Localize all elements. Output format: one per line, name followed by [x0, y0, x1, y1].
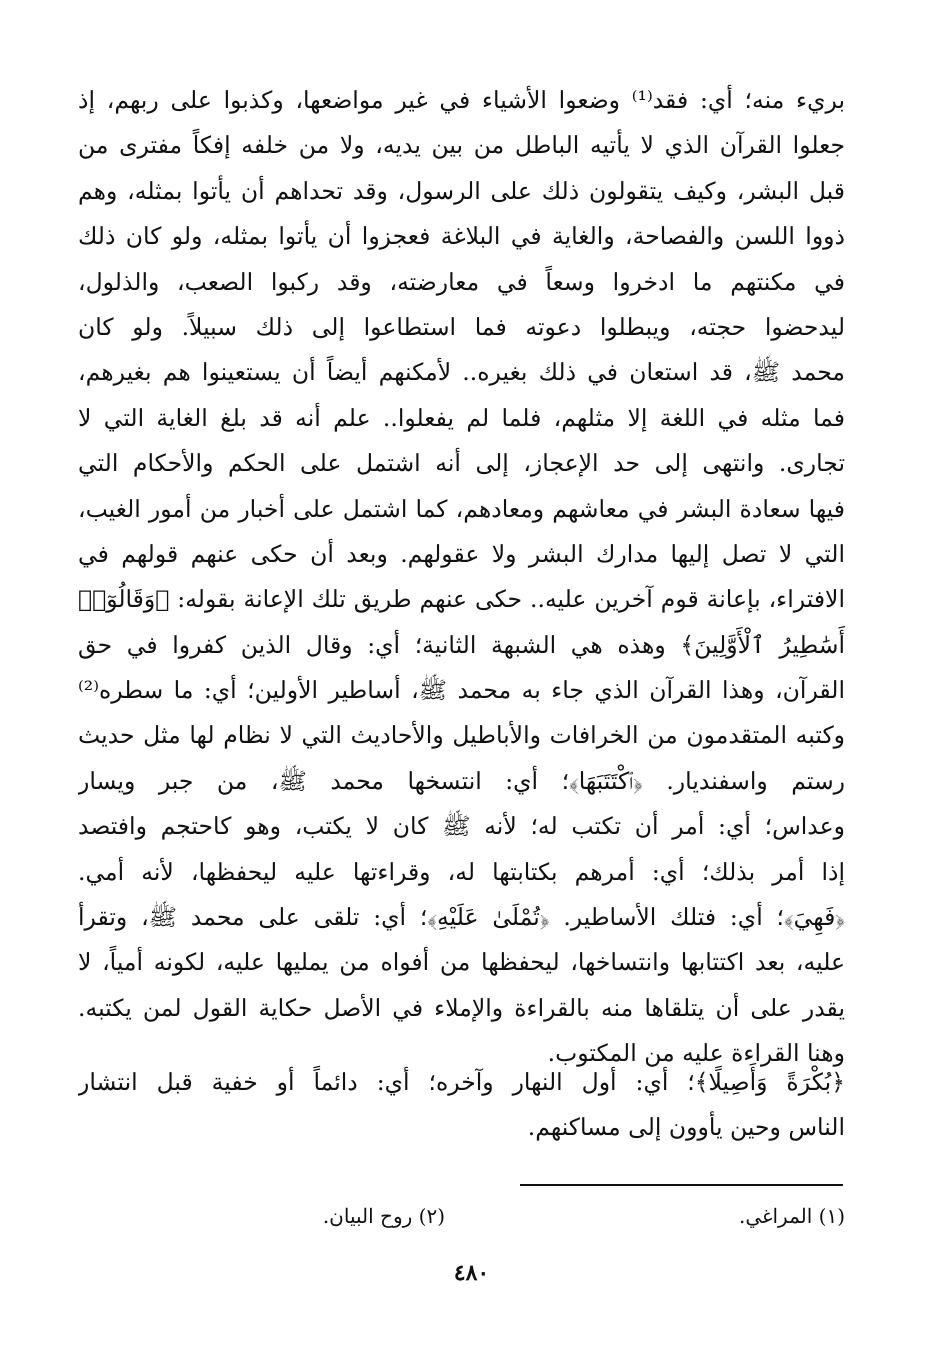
- footnotes: [78, 1198, 845, 1234]
- text-line: الافتراء، بإعانة قوم آخرين عليه.. حكى عنهم طريق تلك الإعانة بقوله: ﴿وَقَالُوٓا۟: [78, 585, 845, 614]
- text-line: جعلوا القرآن الذي لا يأتيه الباطل من بين يديه، ولا من خلفه إفكاً مفترى من: [78, 131, 845, 160]
- text-line: قبل البشر، وكيف يتقولون ذلك على الرسول، وقد تحداهم أن يأتوا بمثله، وهم: [78, 176, 845, 205]
- text-line: ﴿فَهِيَ﴾؛ أي: فتلك الأساطير. ﴿تُمْلَىٰ عَلَيْهِ﴾؛ أي: تلقى على محمد ﷺ، وتقرأ: [78, 903, 845, 932]
- page-number: ٤٨٠: [453, 1260, 490, 1286]
- text-line: ﴿بُكْرَةً وَأَصِيلًا﴾؛ أي: أول النهار وآخره؛ أي: دائماً أو خفية قبل انتشار: [78, 1068, 845, 1096]
- text-line: إذا أمر بذلك؛ أي: أمرهم بكتابتها له، وقراءتها عليه ليحفظها، لأنه أمي.: [78, 857, 845, 886]
- text-line: الناس وحين يأوون إلى مساكنهم.: [527, 1113, 845, 1142]
- second-paragraph: [78, 1060, 845, 1151]
- text-line: أَسَٰطِيرُ ٱلْأَوَّلِينَ﴾ وهذه هي الشبهة الثانية؛ أي: وقال الذين كفروا في حق: [78, 630, 845, 659]
- text-line: يقدر على أن يتلقاها منه بالقراءة والإملاء في الأصل حكاية القول لمن يكتبه.: [78, 993, 845, 1022]
- text-line: تجارى. وانتهى إلى حد الإعجاز، إلى أنه اشتمل على الحكم والأحكام التي: [78, 449, 845, 478]
- main-paragraph: [78, 78, 845, 1077]
- text-line: ذووا اللسن والفصاحة، والغاية في البلاغة فعجزوا أن يأتوا بمثله، ولو كان ذلك: [78, 222, 845, 251]
- footnote-1: (١) المراغي.: [738, 1204, 845, 1228]
- text-line: وكتبه المتقدمون من الخرافات والأباطيل والأحاديث التي لا نظام لها مثل حديث: [78, 721, 845, 750]
- text-line: ليدحضوا حجته، ويبطلوا دعوته فما استطاعوا إلى ذلك سبيلاً. ولو كان: [78, 312, 845, 341]
- text-line: في مكنتهم ما ادخروا وسعاً في معارضته، وقد ركبوا الصعب، والذلول،: [78, 267, 845, 296]
- text-line: وهنا القراءة عليه من المكتوب.: [547, 1039, 845, 1068]
- text-line: رستم واسفنديار. ﴿ٱكْتَتَبَهَا﴾؛ أي: انتسخها محمد ﷺ، من جبر ويسار: [78, 766, 845, 795]
- footnote-divider: [520, 1184, 843, 1186]
- text-line: فما مثله في اللغة إلا مثلهم، فلما لم يفعلوا.. علم أنه قد بلغ الغاية التي لا: [78, 403, 845, 432]
- text-line: فيها سعادة البشر في معاشهم ومعادهم، كما اشتمل على أخبار من أمور الغيب،: [78, 494, 845, 523]
- text-line: محمد ﷺ، قد استعان في ذلك بغيره.. لأمكنهم أيضاً أن يستعينوا هم بغيرهم،: [78, 358, 845, 387]
- text-line: التي لا تصل إليها مدارك البشر ولا عقولهم. وبعد أن حكى عنهم قولهم في: [78, 539, 845, 568]
- text-line: بريء منه؛ أي: فقد⁽¹⁾ وضعوا الأشياء في غير مواضعها، وكذبوا على ربهم، إذ: [78, 86, 845, 114]
- text-line: عليه، بعد اكتتابها وانتساخها، ليحفظها من أفواه من يمليها عليه، لكونه أمياً، لا: [78, 948, 845, 977]
- text-line: وعداس؛ أي: أمر أن تكتب له؛ لأنه ﷺ كان لا يكتب، وهو كاحتجم وافتصد: [78, 812, 845, 841]
- footnote-2: (٢) روح البيان.: [322, 1204, 445, 1228]
- text-line: القرآن، وهذا القرآن الذي جاء به محمد ﷺ، أساطير الأولين؛ أي: ما سطره⁽²⁾: [78, 676, 845, 705]
